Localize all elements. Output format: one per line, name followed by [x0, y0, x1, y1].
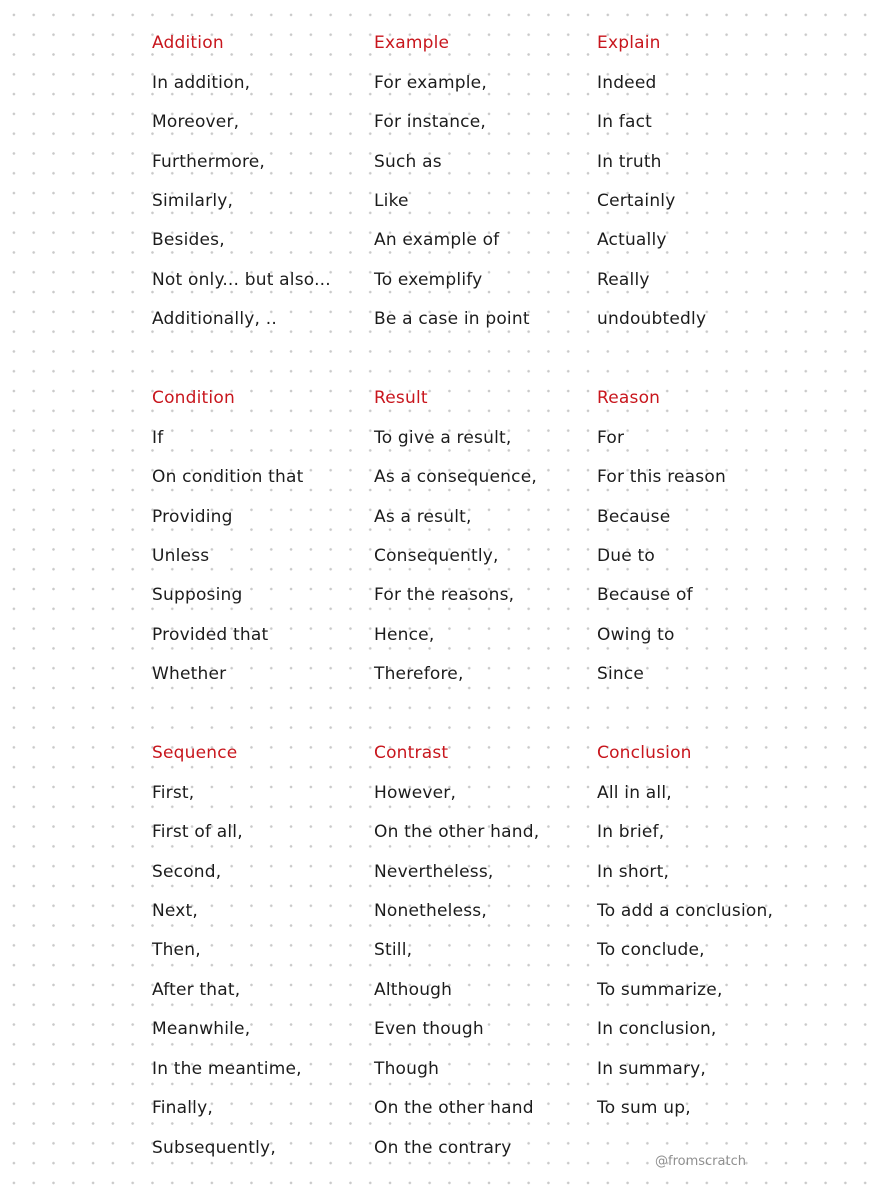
- phrase-item: To summarize,: [597, 980, 723, 1000]
- phrase-item: Actually: [597, 230, 667, 250]
- phrase-item: If: [152, 428, 164, 448]
- phrase-item: Similarly,: [152, 191, 234, 211]
- phrase-item: For the reasons,: [374, 585, 515, 605]
- phrase-item: Even though: [374, 1019, 484, 1039]
- phrase-item: undoubtedly: [597, 309, 707, 329]
- phrase-item: Nevertheless,: [374, 862, 494, 882]
- phrase-item: In fact: [597, 112, 653, 132]
- section-heading: Contrast: [374, 743, 449, 763]
- phrase-item: Not only... but also...: [152, 270, 331, 290]
- phrase-item: To add a conclusion,: [597, 901, 774, 921]
- phrase-item: Because: [597, 507, 671, 527]
- phrase-item: Consequently,: [374, 546, 499, 566]
- phrase-item: Provided that: [152, 625, 269, 645]
- phrase-item: For this reason: [597, 467, 726, 487]
- phrase-item: Hence,: [374, 625, 435, 645]
- phrase-item: For: [597, 428, 625, 448]
- phrase-item: Certainly: [597, 191, 676, 211]
- phrase-item: Owing to: [597, 625, 675, 645]
- section-heading: Reason: [597, 388, 661, 408]
- author-credit: @fromscratch: [655, 1154, 746, 1169]
- phrase-item: Such as: [374, 152, 442, 172]
- phrase-item: Meanwhile,: [152, 1019, 251, 1039]
- section-heading: Addition: [152, 33, 224, 53]
- phrase-item: An example of: [374, 230, 500, 250]
- phrase-item: Like: [374, 191, 409, 211]
- phrase-item: Moreover,: [152, 112, 240, 132]
- phrase-item: On the contrary: [374, 1138, 512, 1158]
- phrase-item: Really: [597, 270, 650, 290]
- phrase-item: On the other hand: [374, 1098, 534, 1118]
- phrase-item: Next,: [152, 901, 199, 921]
- phrase-item: On the other hand,: [374, 822, 540, 842]
- phrase-item: Besides,: [152, 230, 225, 250]
- phrase-item: For instance,: [374, 112, 486, 132]
- section-heading: Example: [374, 33, 450, 53]
- phrase-item: Unless: [152, 546, 210, 566]
- section-heading: Sequence: [152, 743, 238, 763]
- phrase-item: To sum up,: [597, 1098, 691, 1118]
- phrase-item: On condition that: [152, 467, 304, 487]
- phrase-item: Providing: [152, 507, 233, 527]
- phrase-item: Although: [374, 980, 453, 1000]
- phrase-item: For example,: [374, 73, 487, 93]
- phrase-item: First of all,: [152, 822, 243, 842]
- phrase-item: In short,: [597, 862, 670, 882]
- phrase-item: All in all,: [597, 783, 672, 803]
- phrase-item: Subsequently,: [152, 1138, 276, 1158]
- phrase-item: To give a result,: [374, 428, 512, 448]
- section-heading: Explain: [597, 33, 661, 53]
- phrase-item: To conclude,: [597, 940, 705, 960]
- phrase-item: Due to: [597, 546, 655, 566]
- phrase-item: To exemplify: [374, 270, 483, 290]
- phrase-item: In conclusion,: [597, 1019, 717, 1039]
- phrase-item: Though: [374, 1059, 440, 1079]
- phrase-item: Additionally, ..: [152, 309, 277, 329]
- phrase-item: After that,: [152, 980, 241, 1000]
- phrase-item: In the meantime,: [152, 1059, 302, 1079]
- phrase-item: In addition,: [152, 73, 251, 93]
- section-heading: Conclusion: [597, 743, 692, 763]
- phrase-item: Indeed: [597, 73, 657, 93]
- phrase-item: In brief,: [597, 822, 665, 842]
- phrase-item: In truth: [597, 152, 662, 172]
- phrase-item: In summary,: [597, 1059, 707, 1079]
- section-heading: Condition: [152, 388, 235, 408]
- phrase-item: Whether: [152, 664, 227, 684]
- phrase-item: Supposing: [152, 585, 243, 605]
- phrase-item: Therefore,: [374, 664, 464, 684]
- phrase-item: First,: [152, 783, 195, 803]
- phrase-item: Then,: [152, 940, 201, 960]
- phrase-item: Finally,: [152, 1098, 213, 1118]
- phrase-item: Second,: [152, 862, 222, 882]
- phrase-item: Because of: [597, 585, 693, 605]
- phrase-item: However,: [374, 783, 457, 803]
- phrase-item: Still,: [374, 940, 413, 960]
- phrase-item: Since: [597, 664, 645, 684]
- phrase-item: As a consequence,: [374, 467, 537, 487]
- phrase-item: Be a case in point: [374, 309, 530, 329]
- section-heading: Result: [374, 388, 428, 408]
- phrase-item: As a result,: [374, 507, 472, 527]
- phrase-item: Furthermore,: [152, 152, 266, 172]
- phrase-item: Nonetheless,: [374, 901, 487, 921]
